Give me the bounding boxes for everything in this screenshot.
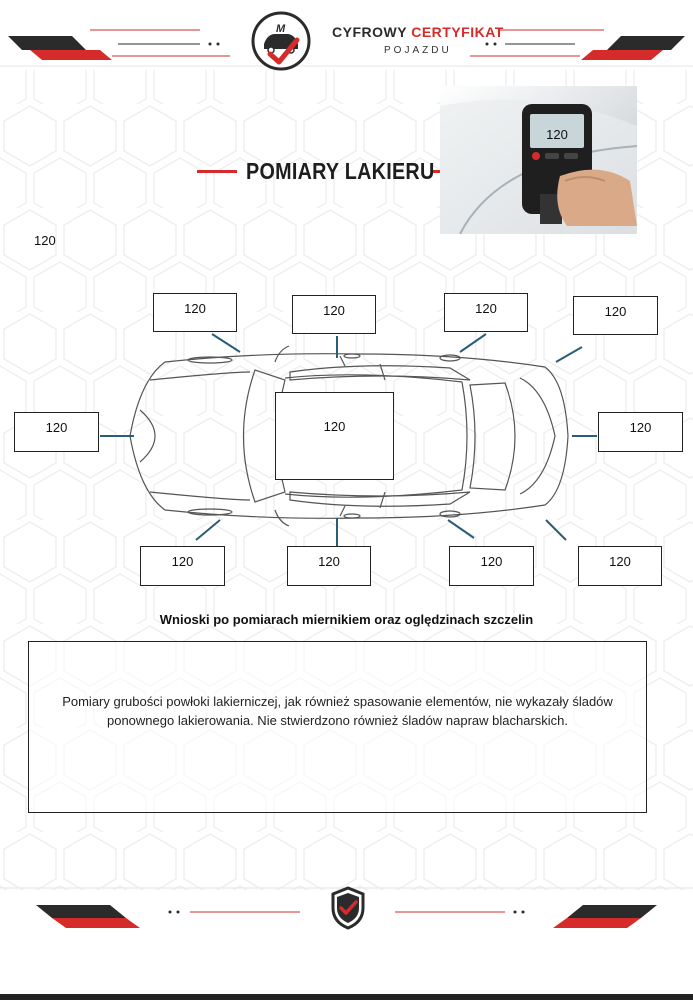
measurement-front-right-door: 120 bbox=[287, 546, 371, 586]
measurement-rear-left-fender: 120 bbox=[573, 296, 658, 335]
car-check-logo-icon bbox=[250, 10, 312, 72]
brand-title-part1: CYFROWY bbox=[332, 24, 407, 40]
standalone-value: 120 bbox=[34, 233, 56, 248]
conclusions-box bbox=[28, 641, 647, 813]
measurement-front-left-fender: 120 bbox=[153, 293, 237, 332]
measurement-hood: 120 bbox=[14, 412, 99, 452]
brand-title-part2: CERTYFIKAT bbox=[411, 24, 504, 40]
logo-letter: M bbox=[276, 23, 286, 35]
gauge-reading: 120 bbox=[546, 127, 568, 142]
footer-bar bbox=[0, 994, 693, 1000]
measurement-rear-right-door: 120 bbox=[449, 546, 534, 586]
measurement-roof: 120 bbox=[275, 392, 394, 480]
measurement-front-left-door: 120 bbox=[292, 295, 376, 334]
measurement-rear-right-fender: 120 bbox=[578, 546, 662, 586]
shield-check-icon bbox=[330, 886, 366, 930]
paint-thickness-gauge-icon bbox=[440, 86, 637, 234]
section-title: POMIARY LAKIERU bbox=[246, 158, 435, 184]
brand-subtitle: POJAZDU bbox=[384, 45, 452, 56]
conclusions-title: Wnioski po pomiarach miernikiem oraz oględzinach szczelin bbox=[159, 612, 534, 627]
measurement-rear-left-door: 120 bbox=[444, 293, 528, 332]
conclusions-text: Pomiary grubości powłoki lakierniczej, jak również spasowanie elementów, nie wykazały śladów ponownego lakierowania. Nie stwierdzono również śladów napraw blacharskich. bbox=[62, 694, 613, 728]
brand-title bbox=[332, 24, 504, 40]
measurement-front-right-fender: 120 bbox=[140, 546, 225, 586]
measurement-trunk: 120 bbox=[598, 412, 683, 452]
